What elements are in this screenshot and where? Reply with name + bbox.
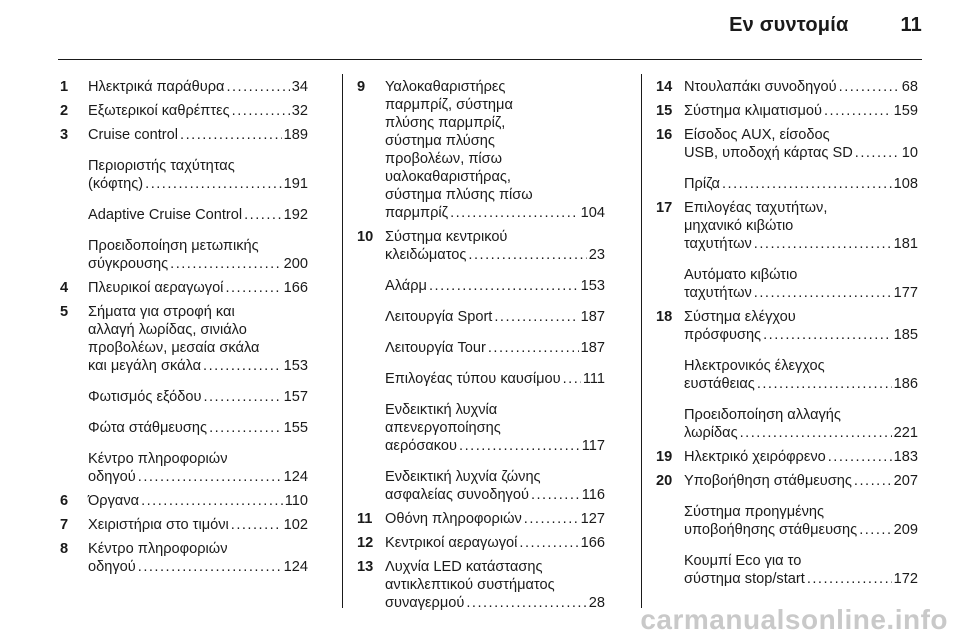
dot-leader (488, 339, 579, 357)
page-reference: 68 (901, 79, 918, 95)
entry-text (684, 175, 918, 193)
entry-line: αλλαγή λωρίδας, σινιάλο (88, 322, 247, 338)
entry-text (385, 228, 605, 264)
entry-reference-line (684, 521, 918, 539)
dot-leader (855, 144, 900, 162)
entry-text (684, 308, 918, 344)
index-entry (656, 503, 918, 539)
entry-line: Προειδοποίηση μετωπικής (88, 238, 259, 254)
item-number: 13 (357, 559, 374, 575)
entry-label: Όργανα (88, 493, 140, 509)
dot-leader (429, 277, 579, 295)
entry-label: Cruise control (88, 127, 179, 143)
page-reference: 110 (284, 493, 308, 509)
entry-reference-line (88, 206, 308, 224)
entry-reference-line (385, 308, 605, 326)
index-entry (357, 277, 605, 295)
page-reference: 104 (580, 205, 605, 221)
page-reference: 127 (580, 511, 605, 527)
index-entry (357, 468, 605, 504)
entry-line: Λυχνία LED κατάστασης (385, 559, 543, 575)
index-entry (656, 102, 918, 120)
dot-leader (232, 102, 290, 120)
page-title: Εν συντομία (729, 14, 849, 36)
entry-label: παρμπρίζ (385, 205, 449, 221)
dot-leader (226, 78, 289, 96)
entry-label: Ηλεκτρικό χειρόφρενο (684, 449, 826, 465)
entry-text (684, 102, 918, 120)
entry-text (88, 206, 308, 224)
item-number: 5 (60, 304, 69, 320)
entry-reference-line (385, 370, 605, 388)
page-reference: 209 (893, 522, 918, 538)
entry-reference-line (88, 516, 308, 534)
entry-text (684, 406, 918, 442)
entry-line: απενεργοποίησης (385, 420, 501, 436)
item-number: 16 (656, 127, 673, 143)
index-entry (60, 237, 308, 273)
index-entry (656, 448, 918, 466)
entry-text (88, 237, 308, 273)
dot-leader (459, 437, 580, 455)
entry-line: Είσοδος AUX, είσοδος (684, 127, 830, 143)
entry-text (385, 510, 605, 528)
entry-label: Ηλεκτρικά παράθυρα (88, 79, 225, 95)
entry-reference-line (88, 175, 308, 193)
item-number: 2 (60, 103, 69, 119)
entry-label: USB, υποδοχή κάρτας SD (684, 145, 853, 161)
entry-text (385, 78, 605, 222)
entry-reference-line (385, 594, 605, 612)
dot-leader (209, 419, 282, 437)
entry-label: αερόσακου (385, 438, 458, 454)
entry-text (684, 357, 918, 393)
page-reference: 172 (893, 571, 918, 587)
entry-label: ταχυτήτων (684, 236, 752, 252)
entry-reference-line (385, 510, 605, 528)
entry-label: ευστάθειας (684, 376, 755, 392)
item-number: 7 (60, 517, 69, 533)
entry-text (385, 534, 605, 552)
index-entry (60, 78, 308, 96)
index-entry (656, 472, 918, 490)
dot-leader (231, 516, 282, 534)
item-number: 17 (656, 200, 673, 216)
index-entry (656, 357, 918, 393)
index-entry (60, 540, 308, 576)
entry-label: κλειδώματος (385, 247, 467, 263)
index-entry (60, 450, 308, 486)
entry-text (385, 308, 605, 326)
entry-line: αντικλεπτικού συστήματος (385, 577, 555, 593)
entry-reference-line (684, 102, 918, 120)
entry-reference-line (684, 472, 918, 490)
entry-label: Οθόνη πληροφοριών (385, 511, 522, 527)
header-rule (58, 59, 922, 60)
dot-leader (203, 357, 282, 375)
item-number: 12 (357, 535, 374, 551)
index-entry (60, 206, 308, 224)
entry-reference-line (88, 78, 308, 96)
page-reference: 124 (283, 559, 308, 575)
item-number: 3 (60, 127, 69, 143)
index-entry (60, 102, 308, 120)
entry-label: Επιλογέας τύπου καυσίμου (385, 371, 561, 387)
dot-leader (203, 388, 281, 406)
dot-leader (468, 246, 586, 264)
index-entry (357, 339, 605, 357)
entry-line: Αυτόματο κιβώτιο (684, 267, 798, 283)
entry-label: οδηγού (88, 559, 136, 575)
entry-label: Αλάρμ (385, 278, 427, 294)
page-reference: 10 (901, 145, 918, 161)
page-reference: 191 (283, 176, 308, 192)
entry-line: σύστημα πλύσης (385, 133, 495, 149)
index-entry (60, 516, 308, 534)
dot-leader (141, 492, 283, 510)
dot-leader (757, 375, 892, 393)
entry-text (684, 199, 918, 253)
item-number: 4 (60, 280, 69, 296)
entry-line: Επιλογέας ταχυτήτων, (684, 200, 828, 216)
entry-reference-line (684, 284, 918, 302)
index-entry (357, 308, 605, 326)
item-number: 6 (60, 493, 69, 509)
entry-text (88, 126, 308, 144)
entry-text (684, 552, 918, 588)
dot-leader (839, 78, 900, 96)
page-reference: 117 (581, 438, 605, 454)
entry-label: συναγερμού (385, 595, 465, 611)
index-entry (656, 199, 918, 253)
entry-line: παρμπρίζ, σύστημα (385, 97, 513, 113)
entry-text (684, 472, 918, 490)
entry-text (88, 303, 308, 375)
entry-label: Λειτουργία Tour (385, 340, 486, 356)
dot-leader (763, 326, 892, 344)
entry-label: (κόφτης) (88, 176, 144, 192)
page-reference: 102 (283, 517, 308, 533)
dot-leader (519, 534, 578, 552)
index-entry (656, 308, 918, 344)
index-entry (656, 266, 918, 302)
entry-line: προβολέων, μεσαία σκάλα (88, 340, 260, 356)
dot-leader (754, 235, 892, 253)
index-entry (357, 228, 605, 264)
entry-line: Ενδεικτική λυχνία ζώνης (385, 469, 541, 485)
entry-label: Εξωτερικοί καθρέπτες (88, 103, 230, 119)
page-reference: 166 (283, 280, 308, 296)
column-divider (342, 74, 343, 608)
dot-leader (225, 279, 281, 297)
entry-label: σύστημα stop/start (684, 571, 805, 587)
entry-line: Περιοριστής ταχύτητας (88, 158, 235, 174)
entry-line: υαλοκαθαριστήρας, (385, 169, 511, 185)
entry-label: οδηγού (88, 469, 136, 485)
entry-reference-line (385, 437, 605, 455)
entry-text (385, 277, 605, 295)
dot-leader (740, 424, 892, 442)
entry-label: και μεγάλη σκάλα (88, 358, 202, 374)
entry-line: μηχανικό κιβώτιο (684, 218, 794, 234)
entry-line: Κέντρο πληροφοριών (88, 451, 228, 467)
page-number: 11 (900, 14, 922, 36)
page-reference: 116 (581, 487, 605, 503)
entry-text (88, 388, 308, 406)
entry-reference-line (88, 357, 308, 375)
page-reference: 111 (582, 371, 605, 387)
entry-reference-line (385, 486, 605, 504)
entry-line: Σύστημα ελέγχου (684, 309, 796, 325)
entry-reference-line (88, 102, 308, 120)
dot-leader (859, 521, 891, 539)
watermark: carmanualsonline.info (640, 604, 948, 635)
index-entry (656, 406, 918, 442)
entry-text (88, 450, 308, 486)
page-reference: 23 (588, 247, 605, 263)
index-entry (357, 534, 605, 552)
entry-reference-line (88, 468, 308, 486)
dot-leader (145, 175, 282, 193)
index-entry (357, 510, 605, 528)
dot-leader (754, 284, 892, 302)
dot-leader (807, 570, 892, 588)
entry-text (684, 78, 918, 96)
entry-reference-line (684, 175, 918, 193)
entry-reference-line (385, 339, 605, 357)
page-reference: 32 (291, 103, 308, 119)
dot-leader (824, 102, 892, 120)
entry-label: Adaptive Cruise Control (88, 207, 243, 223)
dot-leader (180, 126, 282, 144)
index-entry (60, 126, 308, 144)
index-column-1 (60, 78, 308, 576)
page-reference: 177 (893, 285, 918, 301)
entry-text (88, 157, 308, 193)
entry-reference-line (684, 424, 918, 442)
entry-line: Κουμπί Eco για το (684, 553, 802, 569)
item-number: 18 (656, 309, 673, 325)
item-number: 15 (656, 103, 673, 119)
page-reference: 185 (893, 327, 918, 343)
page-reference: 187 (580, 340, 605, 356)
entry-label: Κεντρικοί αεραγωγοί (385, 535, 518, 551)
entry-label: Φώτα στάθμευσης (88, 420, 208, 436)
entry-text (88, 492, 308, 510)
index-entry (656, 175, 918, 193)
page-reference: 157 (283, 389, 308, 405)
item-number: 1 (60, 79, 69, 95)
dot-leader (722, 175, 892, 193)
item-number: 11 (357, 511, 373, 527)
dot-leader (244, 206, 282, 224)
entry-reference-line (88, 419, 308, 437)
dot-leader (531, 486, 580, 504)
entry-text (385, 558, 605, 612)
index-entry (357, 558, 605, 612)
entry-label: Σύστημα κλιματισμού (684, 103, 822, 119)
page-reference: 124 (283, 469, 308, 485)
entry-reference-line (385, 277, 605, 295)
entry-reference-line (684, 375, 918, 393)
dot-leader (494, 308, 578, 326)
page-reference: 166 (580, 535, 605, 551)
dot-leader (170, 255, 282, 273)
dot-leader (828, 448, 892, 466)
entry-line: Σήματα για στροφή και (88, 304, 235, 320)
index-entry (60, 419, 308, 437)
page-reference: 207 (893, 473, 918, 489)
entry-label: σύγκρουσης (88, 256, 169, 272)
entry-text (88, 516, 308, 534)
dot-leader (563, 370, 581, 388)
index-entry (60, 303, 308, 375)
page-reference: 28 (588, 595, 605, 611)
entry-label: Υποβοήθηση στάθμευσης (684, 473, 852, 489)
entry-text (88, 279, 308, 297)
page-reference: 181 (893, 236, 918, 252)
entry-text (88, 540, 308, 576)
entry-text (88, 78, 308, 96)
entry-reference-line (88, 255, 308, 273)
index-column-3 (656, 78, 918, 588)
index-entry (357, 401, 605, 455)
item-number: 19 (656, 449, 673, 465)
page-reference: 189 (283, 127, 308, 143)
page-reference: 200 (283, 256, 308, 272)
entry-label: λωρίδας (684, 425, 738, 441)
page-reference: 186 (893, 376, 918, 392)
entry-label: Πρίζα (684, 176, 720, 192)
entry-line: πλύσης παρμπρίζ, (385, 115, 506, 131)
item-number: 20 (656, 473, 673, 489)
item-number: 14 (656, 79, 673, 95)
entry-reference-line (684, 570, 918, 588)
dot-leader (138, 558, 282, 576)
page-reference: 155 (283, 420, 308, 436)
page-reference: 153 (580, 278, 605, 294)
entry-reference-line (88, 126, 308, 144)
index-entry (656, 552, 918, 588)
entry-text (385, 370, 605, 388)
page-reference: 34 (291, 79, 308, 95)
entry-reference-line (88, 558, 308, 576)
entry-reference-line (385, 534, 605, 552)
entry-line: Σύστημα προηγμένης (684, 504, 825, 520)
entry-label: Λειτουργία Sport (385, 309, 493, 325)
index-entry (60, 388, 308, 406)
entry-text (88, 102, 308, 120)
entry-reference-line (88, 492, 308, 510)
entry-label: Ντουλαπάκι συνοδηγού (684, 79, 837, 95)
dot-leader (524, 510, 579, 528)
page-reference: 183 (893, 449, 918, 465)
index-entry (60, 492, 308, 510)
entry-reference-line (684, 78, 918, 96)
entry-reference-line (385, 204, 605, 222)
entry-text (684, 503, 918, 539)
dot-leader (466, 594, 586, 612)
entry-reference-line (88, 388, 308, 406)
page-reference: 187 (580, 309, 605, 325)
page-reference: 221 (893, 425, 918, 441)
entry-text (385, 401, 605, 455)
entry-label: ασφαλείας συνοδηγού (385, 487, 529, 503)
dot-leader (854, 472, 892, 490)
entry-line: Υαλοκαθαριστήρες (385, 79, 506, 95)
entry-label: Φωτισμός εξόδου (88, 389, 202, 405)
entry-line: Ηλεκτρονικός έλεγχος (684, 358, 825, 374)
entry-text (88, 419, 308, 437)
dot-leader (450, 204, 579, 222)
entry-text (385, 468, 605, 504)
page-header (729, 14, 922, 37)
entry-reference-line (88, 279, 308, 297)
entry-label: ταχυτήτων (684, 285, 752, 301)
index-entry (656, 126, 918, 162)
page-reference: 153 (283, 358, 308, 374)
page-reference: 159 (893, 103, 918, 119)
entry-line: σύστημα πλύσης πίσω (385, 187, 533, 203)
entry-label: υποβοήθησης στάθμευσης (684, 522, 858, 538)
index-entry (656, 78, 918, 96)
item-number: 9 (357, 79, 366, 95)
entry-line: Κέντρο πληροφοριών (88, 541, 228, 557)
entry-label: Χειριστήρια στο τιμόνι (88, 517, 229, 533)
index-column-2 (357, 78, 605, 612)
entry-reference-line (684, 144, 918, 162)
index-entry (60, 279, 308, 297)
entry-line: προβολέων, πίσω (385, 151, 503, 167)
index-entry (357, 370, 605, 388)
entry-line: Σύστημα κεντρικού (385, 229, 508, 245)
entry-label: πρόσφυσης (684, 327, 762, 343)
entry-text (684, 126, 918, 162)
entry-reference-line (385, 246, 605, 264)
entry-text (684, 266, 918, 302)
entry-text (684, 448, 918, 466)
entry-reference-line (684, 448, 918, 466)
index-entry (60, 157, 308, 193)
item-number: 8 (60, 541, 69, 557)
entry-reference-line (684, 326, 918, 344)
entry-reference-line (684, 235, 918, 253)
column-divider (641, 74, 642, 608)
index-entry (357, 78, 605, 222)
page-reference: 192 (283, 207, 308, 223)
entry-label: Πλευρικοί αεραγωγοί (88, 280, 224, 296)
entry-text (385, 339, 605, 357)
entry-line: Ενδεικτική λυχνία (385, 402, 498, 418)
item-number: 10 (357, 229, 374, 245)
entry-line: Προειδοποίηση αλλαγής (684, 407, 841, 423)
page-reference: 108 (893, 176, 918, 192)
dot-leader (138, 468, 282, 486)
